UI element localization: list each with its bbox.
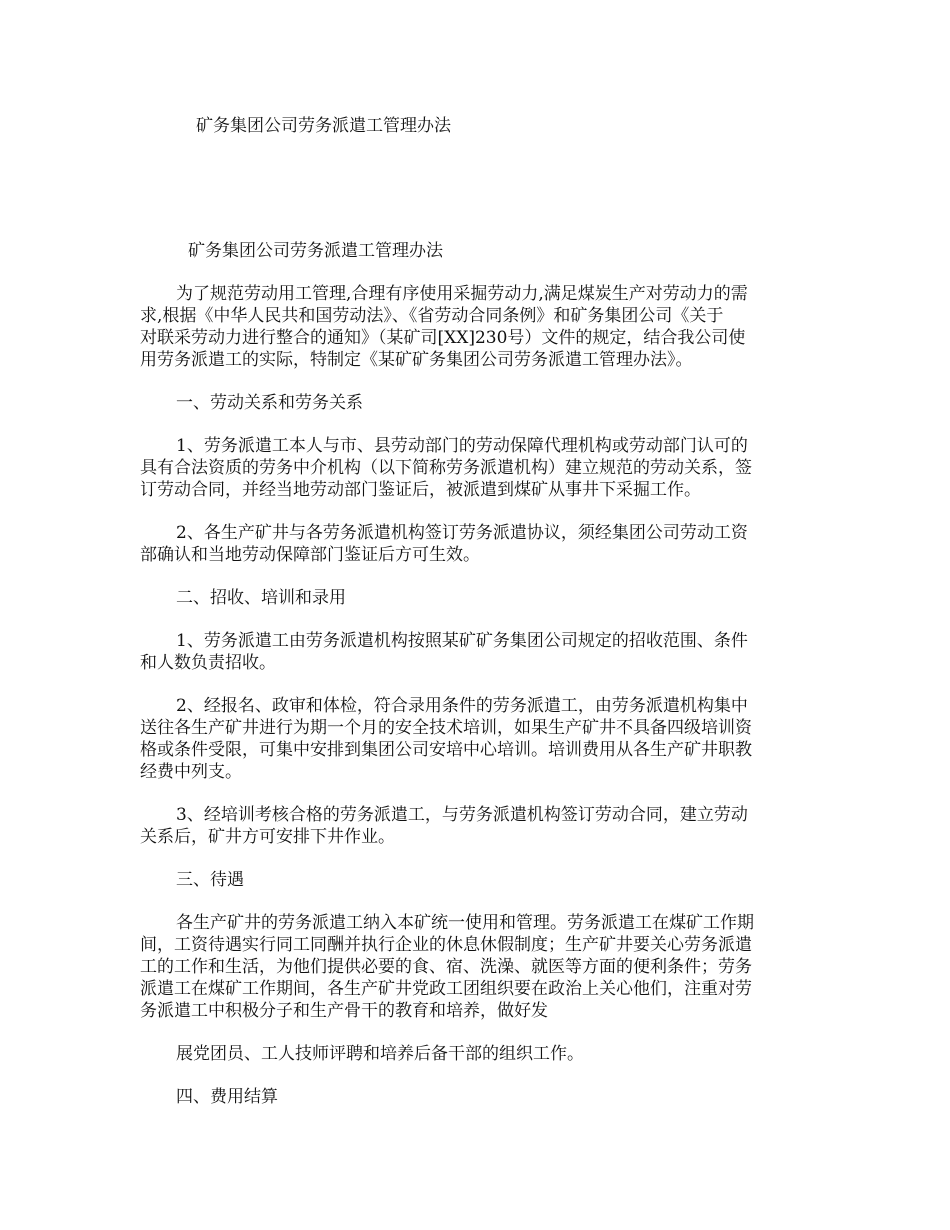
section1-item1	[140, 435, 812, 501]
section2-item1	[140, 630, 812, 674]
paragraph-line: 1、劳务派遣工由劳务派遣机构按照某矿矿务集团公司规定的招收范围、条件	[176, 631, 748, 651]
paragraph-line: 订劳动合同，并经当地劳动部门鉴证后，被派遣到煤矿从事井下采掘工作。	[140, 480, 701, 500]
section2-item3	[140, 804, 812, 848]
paragraph-line: 和人数负责招收。	[140, 653, 276, 673]
paragraph-line: 部确认和当地劳动保障部门鉴证后方可生效。	[140, 545, 480, 565]
paragraph-line: 工的工作和生活，为他们提供必要的食、宿、洗澡、就医等方面的便利条件；劳务	[140, 957, 752, 977]
paragraph-line: 关系后，矿井方可安排下井作业。	[140, 827, 395, 847]
paragraph-line: 3、经培训考核合格的劳务派遣工，与劳务派遣机构签订劳动合同，建立劳动	[176, 805, 748, 825]
paragraph-line: 2、经报名、政审和体检，符合录用条件的劳务派遣工，由劳务派遣机构集中	[176, 696, 748, 716]
section3-paragraph	[140, 912, 812, 1022]
document-title-top: 矿务集团公司劳务派遣工管理办法	[196, 116, 451, 136]
document-body	[140, 240, 812, 1108]
paragraph-line: 送往各生产矿井进行为期一个月的安全技术培训，如果生产矿井不具备四级培训资	[140, 718, 752, 738]
paragraph-line: 间，工资待遇实行同工同酬并执行企业的休息休假制度；生产矿井要关心劳务派遣	[140, 935, 752, 955]
paragraph-line: 1、劳务派遣工本人与市、县劳动部门的劳动保障代理机构或劳动部门认可的	[176, 436, 748, 456]
paragraph-line: 2、各生产矿井与各劳务派遣机构签订劳务派遣协议，须经集团公司劳动工资	[176, 523, 748, 543]
section1-item2	[140, 522, 812, 566]
section-heading-4: 四、费用结算	[176, 1087, 278, 1107]
paragraph-line: 具有合法资质的劳务中介机构（以下简称劳务派遣机构）建立规范的劳动关系，签	[140, 458, 752, 478]
paragraph-line: 求,根据《中华人民共和国劳动法》、《省劳动合同条例》和矿务集团公司《关于	[140, 306, 724, 326]
section-heading-3: 三、待遇	[176, 870, 244, 890]
paragraph-line: 用劳务派遣工的实际，特制定《某矿矿务集团公司劳务派遣工管理办法》。	[140, 350, 693, 370]
paragraph-line: 经费中列支。	[140, 762, 242, 782]
section-heading-1: 一、劳动关系和劳务关系	[176, 393, 363, 413]
section-heading-2: 二、招收、培训和录用	[176, 588, 346, 608]
paragraph-line: 为了规范劳动用工管理,合理有序使用采掘劳动力,满足煤炭生产对劳动力的需	[176, 284, 748, 304]
paragraph-line: 格或条件受限，可集中安排到集团公司安培中心培训。培训费用从各生产矿井职教	[140, 740, 752, 760]
paragraph-line: 对联采劳动力进行整合的通知》（某矿司[XX]230号）文件的规定，结合我公司使	[140, 328, 746, 348]
intro-paragraph	[140, 283, 812, 371]
paragraph-line: 派遣工在煤矿工作期间，各生产矿井党政工团组织要在政治上关心他们，注重对劳	[140, 979, 752, 999]
document-title: 矿务集团公司劳务派遣工管理办法	[188, 241, 443, 261]
section3-paragraph-continued: 展党团员、工人技师评聘和培养后备干部的组织工作。	[176, 1044, 584, 1064]
section2-item2	[140, 695, 812, 783]
paragraph-line: 务派遣工中积极分子和生产骨干的教育和培养，做好发	[140, 1001, 548, 1021]
paragraph-line: 各生产矿井的劳务派遣工纳入本矿统一使用和管理。劳务派遣工在煤矿工作期	[176, 913, 754, 933]
